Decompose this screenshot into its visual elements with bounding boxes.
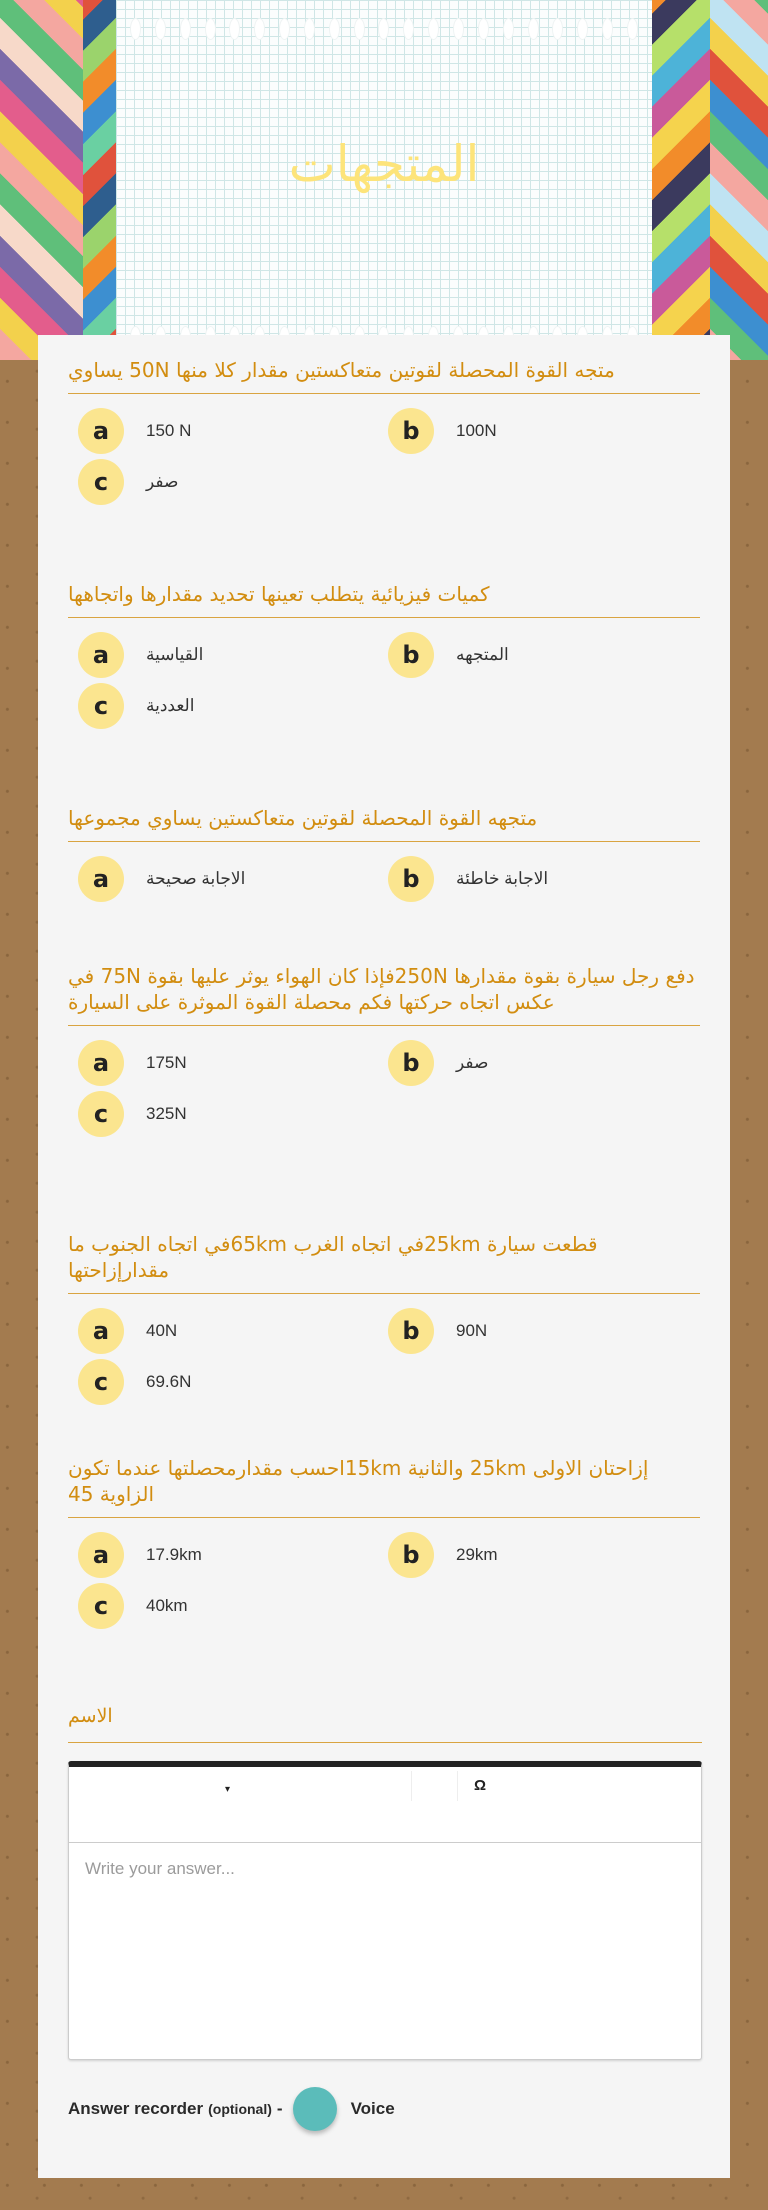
question — [68, 357, 700, 496]
option-letter-badge[interactable]: a — [78, 408, 124, 454]
option-text: 175N — [146, 1053, 187, 1072]
answer-option-c[interactable] — [78, 1583, 188, 1629]
chevron-pattern — [83, 0, 116, 360]
question — [68, 1455, 700, 1620]
header-banner — [0, 0, 768, 360]
answer-option-c[interactable] — [78, 1359, 191, 1405]
voice-label: Voice — [350, 2099, 395, 2118]
option-text: 325N — [146, 1104, 187, 1123]
option-text: الاجابة صحيحة — [146, 869, 246, 888]
answer-option-b[interactable] — [388, 632, 509, 678]
question-text: متجهه القوة المحصلة لقوتين متعاكستين يساوي مجموعها — [68, 805, 700, 842]
record-button[interactable] — [293, 2087, 337, 2131]
font-dropdown-caret-icon[interactable]: ▾ — [225, 1784, 231, 1795]
option-letter-badge[interactable]: b — [388, 1308, 434, 1354]
option-letter-badge[interactable]: c — [78, 459, 124, 505]
answer-option-b[interactable] — [388, 1040, 488, 1086]
option-text: 100N — [456, 421, 497, 440]
option-letter-badge[interactable]: c — [78, 1583, 124, 1629]
option-letter-badge[interactable]: a — [78, 856, 124, 902]
option-letter-badge[interactable]: a — [78, 1308, 124, 1354]
option-text: 40N — [146, 1321, 178, 1340]
question-text: قطعت سيارة 25kmفي اتجاه الغرب 65kmفي اتجاه الجنوب ما مقدارإزاحتها — [68, 1231, 700, 1294]
answer-option-a[interactable] — [78, 408, 191, 454]
answer-recorder — [68, 2087, 395, 2131]
question-text: كميات فيزيائية يتطلب تعينها تحديد مقدارها واتجاهها — [68, 581, 700, 618]
answer-editor[interactable] — [68, 1761, 702, 2060]
question — [68, 581, 700, 720]
option-text: 40km — [146, 1596, 188, 1615]
question-text: متجه القوة المحصلة لقوتين متعاكستين مقدار كلا منها 50N يساوي — [68, 357, 700, 394]
answer-option-a[interactable] — [78, 1040, 187, 1086]
editor-toolbar — [69, 1767, 701, 1843]
answer-option-c[interactable] — [78, 1091, 187, 1137]
chevron-pattern — [652, 0, 710, 360]
answer-option-b[interactable] — [388, 408, 497, 454]
question — [68, 1231, 700, 1396]
option-text: 150 N — [146, 421, 192, 440]
option-letter-badge[interactable]: c — [78, 683, 124, 729]
option-letter-badge[interactable]: c — [78, 1091, 124, 1137]
recorder-dash: - — [276, 2099, 283, 2118]
page-title: المتجهات — [288, 135, 480, 193]
answer-option-a[interactable] — [78, 1308, 177, 1354]
question — [68, 805, 700, 893]
option-text: 90N — [456, 1321, 488, 1340]
option-letter-badge[interactable]: b — [388, 856, 434, 902]
option-letter-badge[interactable]: b — [388, 1532, 434, 1578]
option-text: الاجابة خاطئة — [456, 869, 549, 888]
option-text: القياسية — [146, 645, 204, 664]
option-text: العددية — [146, 696, 195, 715]
question — [68, 963, 700, 1128]
paper-holes — [130, 18, 638, 40]
answer-option-c[interactable] — [78, 459, 178, 505]
chevron-pattern — [710, 0, 768, 360]
option-text: 17.9km — [146, 1545, 202, 1564]
chevron-pattern — [0, 0, 83, 360]
option-text: صفر — [146, 472, 179, 491]
answer-input[interactable]: Write your answer... — [85, 1859, 235, 1878]
answer-option-b[interactable] — [388, 1532, 498, 1578]
answer-option-a[interactable] — [78, 856, 245, 902]
option-letter-badge[interactable]: b — [388, 632, 434, 678]
worksheet-card — [38, 335, 730, 2178]
answer-option-b[interactable] — [388, 1308, 487, 1354]
option-letter-badge[interactable]: c — [78, 1359, 124, 1405]
option-letter-badge[interactable]: a — [78, 1040, 124, 1086]
recorder-optional: (optional) — [208, 2101, 272, 2117]
grid-paper — [116, 0, 652, 340]
option-text: 29km — [456, 1545, 498, 1564]
question-text: إزاحتان الاولى 25km والثانية 15kmاحسب مقدارمحصلتها عندما تكون الزاوية 45 — [68, 1455, 700, 1518]
answer-option-c[interactable] — [78, 683, 194, 729]
option-text: المتجهه — [456, 645, 509, 664]
answer-option-a[interactable] — [78, 1532, 202, 1578]
option-text: صفر — [456, 1053, 489, 1072]
option-text: 69.6N — [146, 1372, 192, 1391]
option-letter-badge[interactable]: a — [78, 632, 124, 678]
name-label: الاسم — [68, 1705, 702, 1743]
question-text: دفع رجل سيارة بقوة مقدارها 250Nفإذا كان الهواء يوثر عليها بقوة 75N في عكس اتجاه حركتها فكم محصلة القوة الموثرة على السيارة — [68, 963, 700, 1026]
option-letter-badge[interactable]: a — [78, 1532, 124, 1578]
special-character-button[interactable]: Ω — [474, 1777, 487, 1794]
answer-option-a[interactable] — [78, 632, 203, 678]
option-letter-badge[interactable]: b — [388, 1040, 434, 1086]
option-letter-badge[interactable]: b — [388, 408, 434, 454]
recorder-label: Answer recorder — [68, 2099, 204, 2118]
answer-option-b[interactable] — [388, 856, 548, 902]
